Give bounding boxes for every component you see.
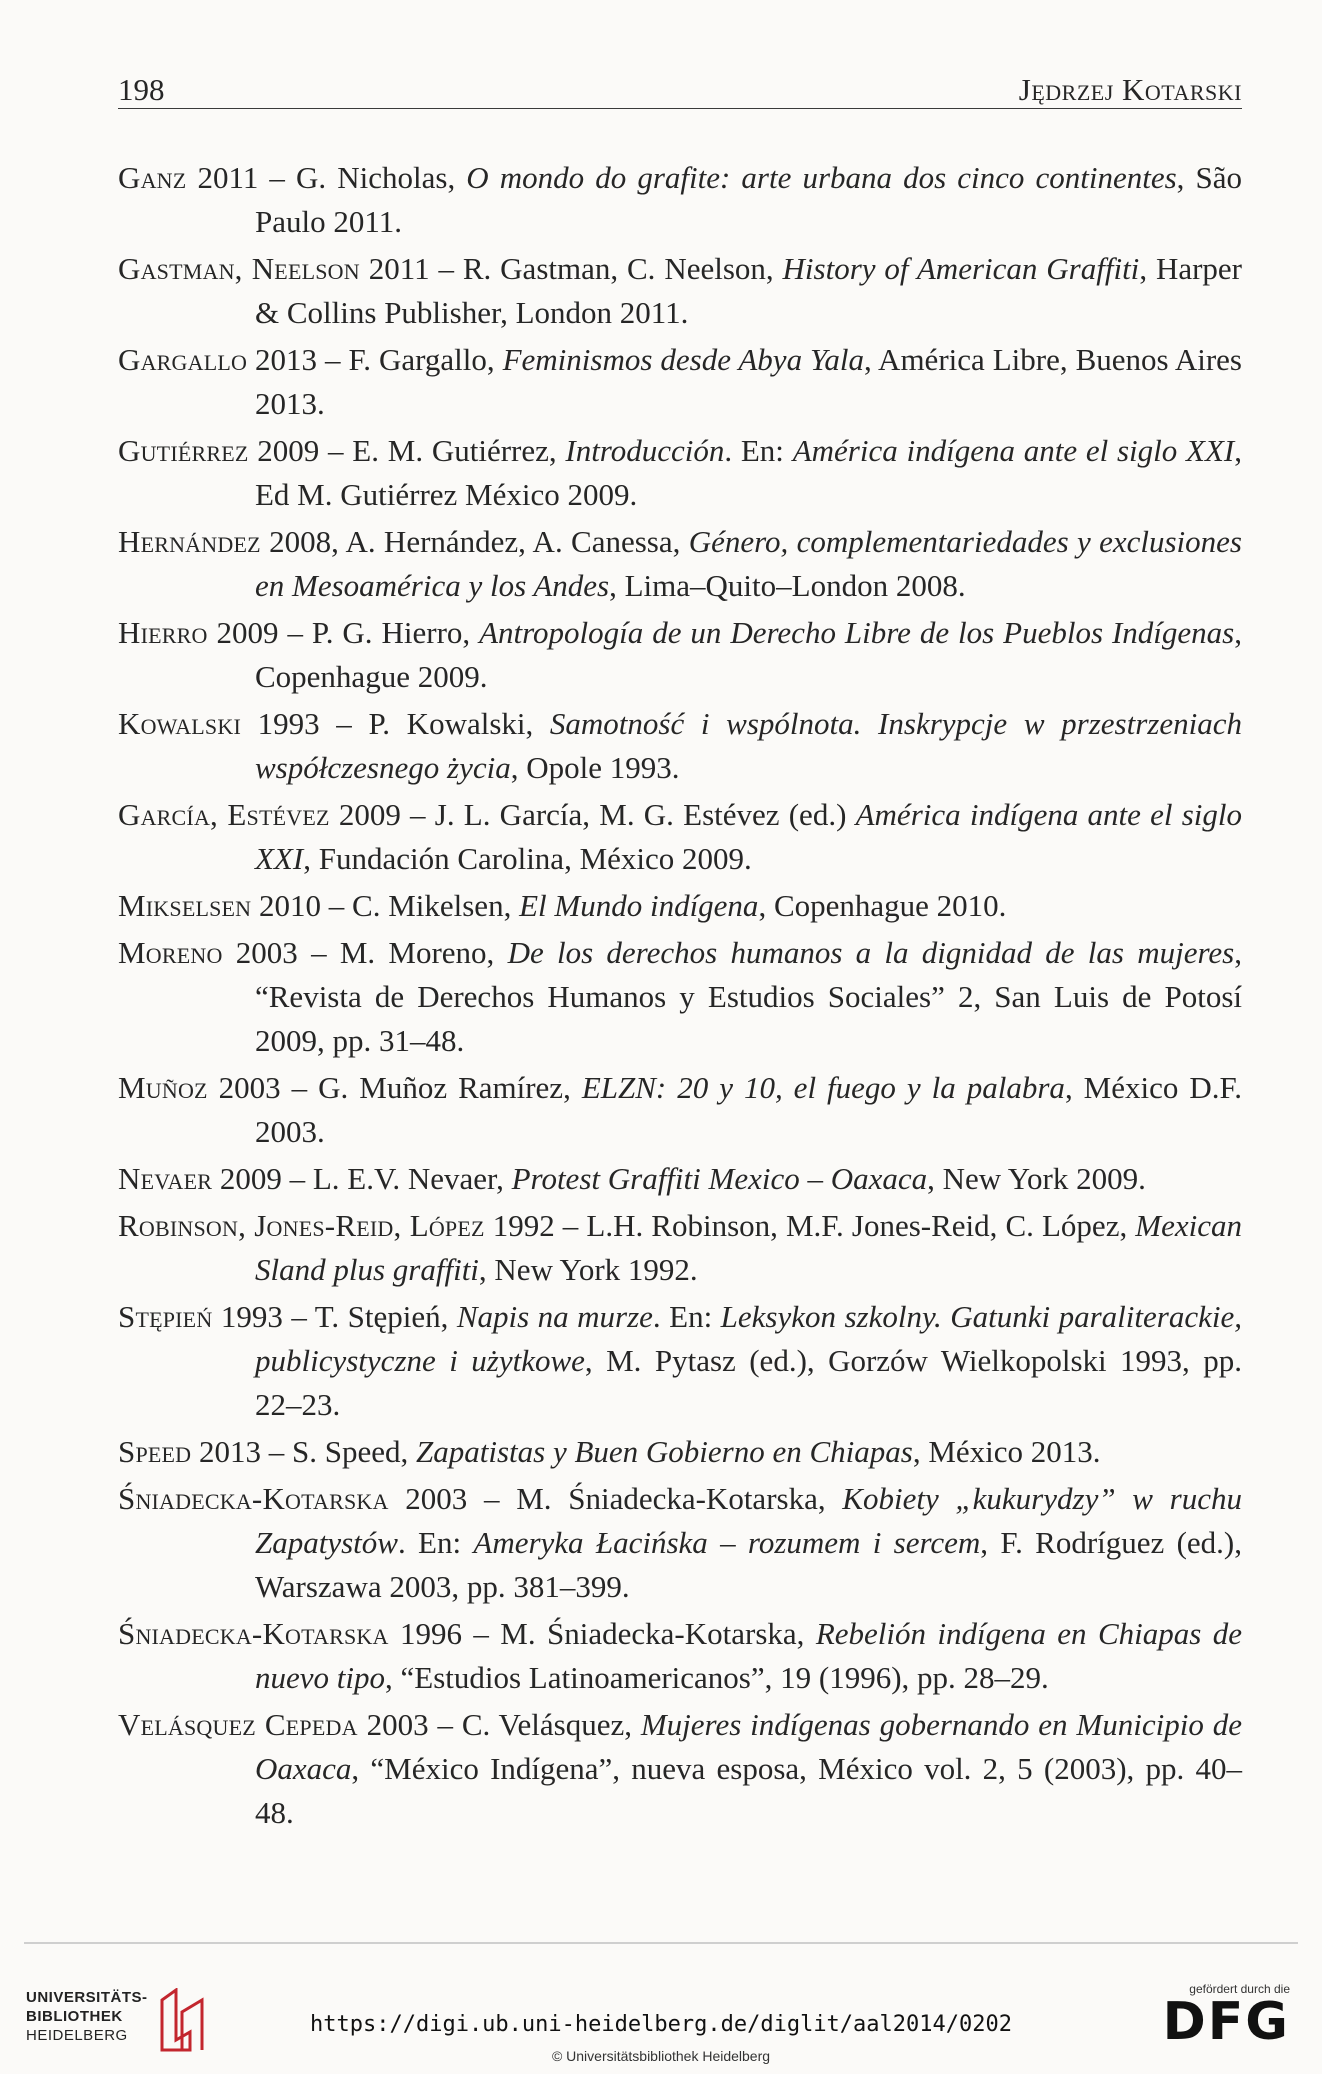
- entry-text: , Fundación Carolina, México 2009.: [303, 841, 752, 876]
- entry-text: , Opole 1993.: [510, 750, 680, 785]
- entry-text: 2003 – G. Muñoz Ramírez,: [207, 1070, 582, 1105]
- dfg-logo[interactable]: [1160, 1982, 1290, 2052]
- bibliography-entry: [118, 156, 1242, 244]
- bibliography-entry: [118, 1477, 1242, 1609]
- entry-title: Rebelión indígena en Chiapas de nuevo tipo: [255, 1616, 1242, 1695]
- bibliography-list: [118, 156, 1242, 1838]
- entry-citation-key: Kowalski: [118, 706, 241, 741]
- entry-text: , São Paulo 2011.: [255, 160, 1242, 239]
- bibliography-entry: [118, 429, 1242, 517]
- entry-text: 2011 – G. Nicholas,: [186, 160, 467, 195]
- entry-text: . En:: [724, 433, 793, 468]
- library-name: UNIVERSITÄTS- BIBLIOTHEK HEIDELBERG: [26, 1989, 148, 2044]
- entry-text: 2013 – F. Gargallo,: [247, 342, 503, 377]
- entry-citation-key: García, Estévez: [118, 797, 330, 832]
- entry-title: ELZN: 20 y 10, el fuego y la palabra: [581, 1070, 1065, 1105]
- entry-citation-key: Śniadecka-Kotarska: [118, 1481, 389, 1516]
- entry-citation-key: Robinson, Jones-Reid, López: [118, 1208, 485, 1243]
- entry-text: , Ed M. Gutiérrez México 2009.: [255, 433, 1242, 512]
- bibliography-entry: [118, 702, 1242, 790]
- entry-text: 1993 – T. Stępień,: [212, 1299, 457, 1334]
- entry-text: 2003 – M. Śniadecka-Kotarska,: [388, 1481, 843, 1516]
- footer-divider: [24, 1942, 1298, 1944]
- footer: [0, 1942, 1322, 2074]
- entry-text: 2010 – C. Mikelsen,: [251, 888, 520, 923]
- running-author: Jędrzej Kotarski: [1018, 72, 1242, 107]
- entry-text: 2011 – R. Gastman, C. Neelson,: [359, 251, 783, 286]
- bibliography-entry: [118, 520, 1242, 608]
- bibliography-entry: [118, 793, 1242, 881]
- bibliography-entry: [118, 611, 1242, 699]
- entry-citation-key: Nevaer: [118, 1161, 213, 1196]
- bibliography-entry: [118, 1204, 1242, 1292]
- copyright-notice: © Universitätsbibliothek Heidelberg: [551, 2048, 771, 2064]
- entry-title: Mexican Sland plus graffiti: [255, 1208, 1243, 1287]
- entry-title: Samotność i wspólnota. Inskrypcje w przestrzeniach współczesnego życia: [255, 706, 1242, 785]
- entry-title: Feminismos desde Abya Yala: [502, 342, 865, 377]
- entry-citation-key: Ganz: [118, 160, 187, 195]
- entry-title: Zapatistas y Buen Gobierno en Chiapas: [416, 1434, 913, 1469]
- bibliography-entry: [118, 1703, 1242, 1835]
- entry-citation-key: Mikselsen: [118, 888, 252, 923]
- bibliography-entry: [118, 931, 1242, 1063]
- bibliography-entry: [118, 1066, 1242, 1154]
- entry-title: Protest Graffiti Mexico – Oaxaca: [511, 1161, 928, 1196]
- entry-citation-key: Muñoz: [118, 1070, 208, 1105]
- entry-text: 2008, A. Hernández, A. Canessa,: [260, 524, 689, 559]
- entry-citation-key: Gargallo: [118, 342, 248, 377]
- entry-text: 1993 – P. Kowalski,: [240, 706, 550, 741]
- entry-citation-key: Moreno: [118, 935, 223, 970]
- entry-title: Leksykon szkolny. Gatunki paraliterackie, publicystyczne i użytkowe: [255, 1299, 1242, 1378]
- entry-text: , México D.F. 2003.: [255, 1070, 1243, 1149]
- entry-text: , Copenhague 2009.: [255, 615, 1242, 694]
- entry-title: Napis na murze: [456, 1299, 653, 1334]
- entry-text: 2013 – S. Speed,: [191, 1434, 416, 1469]
- entry-citation-key: Stępień: [118, 1299, 213, 1334]
- entry-text: , F. Rodríguez (ed.), Warszawa 2003, pp. 381–399.: [255, 1525, 1243, 1604]
- entry-text: , New York 1992.: [478, 1252, 698, 1287]
- funding-label: gefördert durch die: [1189, 1982, 1290, 1996]
- entry-citation-key: Velásquez Cepeda: [118, 1707, 358, 1742]
- entry-text: , New York 2009.: [927, 1161, 1146, 1196]
- page-url-link[interactable]: https://digi.ub.uni-heidelberg.de/diglit/aal2014/0202: [310, 2012, 1012, 2037]
- entry-title: Kobiety „kukurydzy” w ruchu Zapatystów: [255, 1481, 1242, 1560]
- dfg-wordmark: DFG: [1162, 1992, 1290, 2052]
- entry-text: 2003 – C. Velásquez,: [357, 1707, 641, 1742]
- entry-citation-key: Gutiérrez: [118, 433, 249, 468]
- entry-title: América indígena ante el siglo XXI: [792, 433, 1235, 468]
- entry-text: , Harper & Collins Publisher, London 2011.: [255, 251, 1243, 330]
- entry-text: , Lima–Quito–London 2008.: [609, 568, 966, 603]
- bibliography-entry: [118, 1612, 1242, 1700]
- entry-text: , Copenhague 2010.: [758, 888, 1007, 923]
- page-number: 198: [118, 72, 165, 107]
- bibliography-entry: [118, 1295, 1242, 1427]
- entry-title: Antropología de un Derecho Libre de los Pueblos Indígenas: [479, 615, 1235, 650]
- entry-text: , “Estudios Latinoamericanos”, 19 (1996), pp. 28–29.: [385, 1660, 1049, 1695]
- entry-text: 2009 – L. E.V. Nevaer,: [212, 1161, 512, 1196]
- entry-text: 1992 – L.H. Robinson, M.F. Jones-Reid, C. López,: [484, 1208, 1136, 1243]
- entry-title: Ameryka Łacińska – rozumem i sercem: [473, 1525, 981, 1560]
- entry-text: . En:: [652, 1299, 721, 1334]
- entry-title: América indígena ante el siglo XXI: [255, 797, 1242, 876]
- bibliography-entry: [118, 247, 1242, 335]
- entry-title: Género, complementariedades y exclusiones en Mesoamérica y los Andes: [255, 524, 1242, 603]
- running-header: [118, 68, 1242, 109]
- entry-text: 2003 – M. Moreno,: [222, 935, 508, 970]
- entry-title: Introducción: [565, 433, 725, 468]
- entry-title: De los derechos humanos a la dignidad de las mujeres: [507, 935, 1235, 970]
- entry-title: Mujeres indígenas gobernando en Municipio de Oaxaca: [255, 1707, 1242, 1786]
- entry-text: , México 2013.: [912, 1434, 1101, 1469]
- entry-citation-key: Hierro: [118, 615, 208, 650]
- entry-citation-key: Śniadecka-Kotarska: [118, 1616, 389, 1651]
- bibliography-entry: [118, 338, 1242, 426]
- entry-citation-key: Hernández: [118, 524, 261, 559]
- bibliography-entry: [118, 1430, 1242, 1474]
- entry-text: , M. Pytasz (ed.), Gorzów Wielkopolski 1993, pp. 22–23.: [255, 1343, 1243, 1422]
- entry-text: 1996 – M. Śniadecka-Kotarska,: [388, 1616, 816, 1651]
- entry-text: 2009 – J. L. García, M. G. Estévez (ed.): [329, 797, 856, 832]
- entry-citation-key: Gastman, Neelson: [118, 251, 360, 286]
- entry-text: , “Revista de Derechos Humanos y Estudios Sociales” 2, San Luis de Potosí 2009, pp. 31–48.: [255, 935, 1242, 1058]
- entry-title: History of American Graffiti: [782, 251, 1140, 286]
- entry-text: , América Libre, Buenos Aires 2013.: [255, 342, 1242, 421]
- bibliography-entry: [118, 884, 1242, 928]
- entry-text: 2009 – P. G. Hierro,: [207, 615, 480, 650]
- entry-title: O mondo do grafite: arte urbana dos cinco continentes: [466, 160, 1177, 195]
- entry-text: , “México Indígena”, nueva esposa, México vol. 2, 5 (2003), pp. 40–48.: [255, 1751, 1242, 1830]
- entry-title: El Mundo indígena: [519, 888, 759, 923]
- entry-text: . En:: [397, 1525, 474, 1560]
- bibliography-entry: [118, 1157, 1242, 1201]
- entry-citation-key: Speed: [118, 1434, 192, 1469]
- entry-text: 2009 – E. M. Gutiérrez,: [248, 433, 566, 468]
